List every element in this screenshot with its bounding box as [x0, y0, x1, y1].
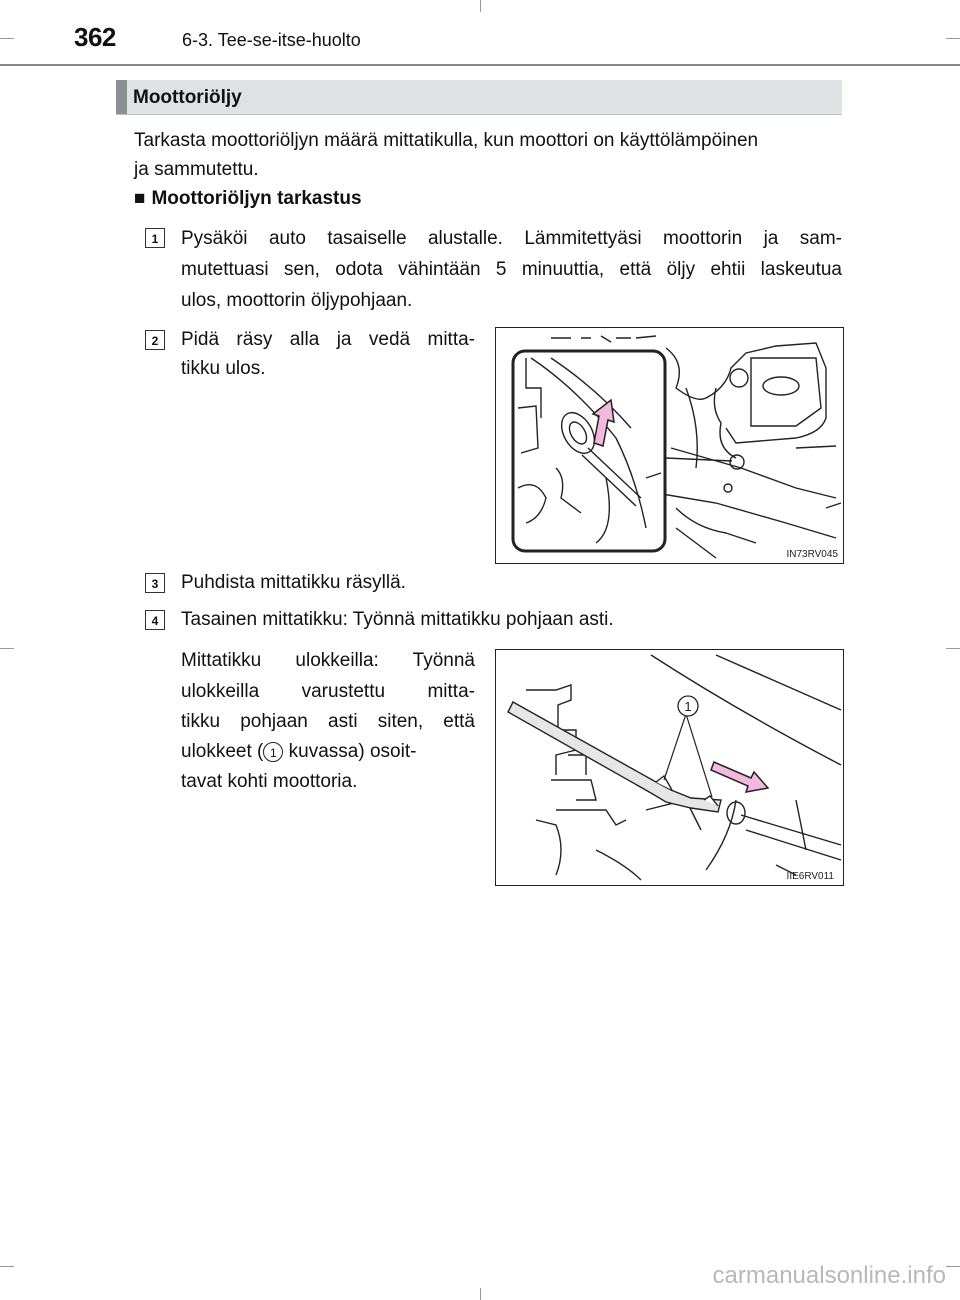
step-3-text: Puhdista mittatikku räsyllä. — [181, 572, 406, 593]
section-title: Moottoriöljy — [133, 87, 242, 108]
crop-mark — [946, 38, 960, 39]
step-number-2: 2 — [145, 330, 165, 350]
step-1-line-1: Pysäköi auto tasaiselle alustalle. Lämmitettyäsi moottorin ja sam- — [181, 228, 842, 249]
crop-mark — [946, 1266, 960, 1267]
step-number-4: 4 — [145, 610, 165, 630]
figure-code: IN73RV045 — [786, 549, 838, 560]
step-1-line-2: mutettuasi sen, odota vähintään 5 minuuttia, että öljy ehtii laskeutua — [181, 259, 842, 280]
step-4-para-line-3: tikku pohjaan asti siten, että — [181, 711, 475, 732]
figure-dipstick-tabs — [495, 649, 844, 886]
step-number-3: 3 — [145, 573, 165, 593]
intro-line-1: Tarkasta moottoriöljyn määrä mittatikulla, kun moottori on käyttölämpöinen — [134, 130, 759, 151]
intro-line-2: ja sammutettu. — [134, 159, 259, 180]
subsection-heading — [134, 188, 362, 210]
para-text: kuvassa) osoit- — [283, 741, 417, 762]
crop-mark — [0, 1266, 14, 1267]
square-bullet-icon: ■ — [134, 188, 146, 209]
step-4-para-line-5: tavat kohti moottoria. — [181, 771, 358, 792]
para-text: ulokkeet ( — [181, 741, 264, 762]
page-number: 362 — [74, 22, 116, 52]
header-rule — [0, 64, 960, 66]
engine-bay-illustration — [496, 328, 843, 563]
chapter-title: 6-3. Tee-se-itse-huolto — [182, 30, 361, 50]
figure-code: IIE6RV011 — [786, 871, 834, 882]
watermark: carmanualsonline.info — [712, 1262, 946, 1289]
crop-mark — [480, 0, 481, 12]
step-4-para-line-1: Mittatikku ulokkeilla: Työnnä — [181, 650, 475, 671]
crop-mark — [0, 648, 14, 649]
crop-mark — [480, 1288, 481, 1300]
dipstick-illustration — [496, 650, 843, 885]
step-4-para-line-2: ulokkeilla varustettu mitta- — [181, 681, 475, 702]
section-accent — [116, 80, 127, 114]
crop-mark — [0, 38, 14, 39]
crop-mark — [946, 648, 960, 649]
figure-dipstick-pull — [495, 327, 844, 564]
section-heading-bar — [116, 80, 842, 115]
step-2-line-1: Pidä räsy alla ja vedä mitta- — [181, 329, 475, 350]
step-2-line-2: tikku ulos. — [181, 358, 266, 379]
step-number-1: 1 — [145, 228, 165, 248]
callout-1-icon: 1 — [263, 742, 283, 762]
step-4-para-line-4 — [181, 737, 475, 766]
step-1-line-3: ulos, moottorin öljypohjaan. — [181, 290, 413, 311]
figure-callout-1: 1 — [684, 699, 692, 714]
subsection-title: Moottoriöljyn tarkastus — [151, 188, 362, 209]
step-4-text: Tasainen mittatikku: Työnnä mittatikku pohjaan asti. — [181, 609, 614, 630]
